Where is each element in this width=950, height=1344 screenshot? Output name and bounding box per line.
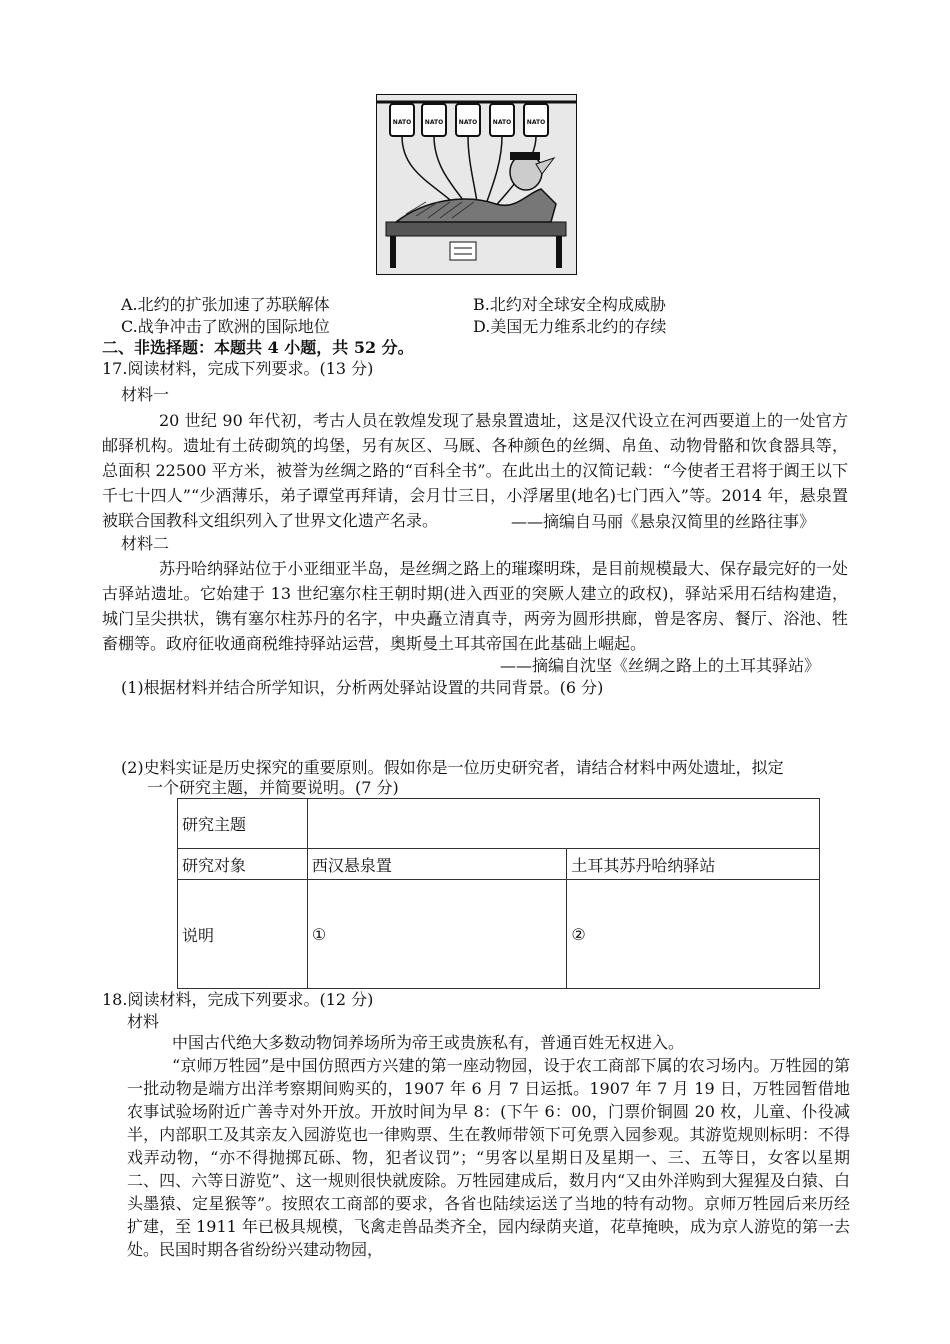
- material2-source: ——摘编自沈坚《丝绸之路上的土耳其驿站》: [500, 656, 821, 675]
- material1-source: ——摘编自马丽《悬泉汉简里的丝路往事》: [511, 512, 816, 531]
- q17-question1: (1)根据材料并结合所学知识，分析两处驿站设置的共同背景。(6 分): [121, 678, 604, 697]
- table-cell: 土耳其苏丹哈纳驿站: [567, 849, 820, 880]
- q17-question2-line1: (2)史料实证是历史探究的重要原则。假如你是一位历史研究者，请结合材料中两处遗址，拟定: [121, 758, 784, 777]
- option-c: C.战争冲击了欧洲的国际地位: [121, 317, 330, 336]
- material2-label: 材料二: [121, 534, 170, 553]
- option-a: A.北约的扩张加速了苏联解体: [121, 295, 330, 314]
- research-topic-cell[interactable]: [307, 799, 819, 849]
- iv-bag-label: NATO: [526, 119, 546, 126]
- iv-bag-label: NATO: [392, 119, 412, 126]
- table-cell: 西汉悬泉置: [307, 849, 567, 880]
- option-b: B.北约对全球安全构成威胁: [473, 295, 666, 314]
- nato-cartoon-image: [376, 94, 577, 275]
- section-title: 二、非选择题：本题共 4 小题，共 52 分。: [102, 338, 414, 357]
- option-d: D.美国无力维系北约的存续: [473, 317, 667, 336]
- iv-bag-label: NATO: [424, 119, 444, 126]
- material1-text: 20 世纪 90 年代初，考古人员在敦煌发现了悬泉置遗址，这是汉代设立在河西要道上的一处官方邮驿机构。遗址有土砖砌筑的坞堡，另有灰区、马厩、各种颜色的丝绸、帛鱼、动物骨骼和饮食器具等，总面积 22500 平方米，被誉为丝绸之路的“百科全书”。在此出土的汉简记载：“今使者王君将于阗王以下千七十四人”“少酒薄乐，弟子谭堂再拜请，会月廿三日，小浮屠里(地名)七门西入”等。2014 年，悬泉置被联合国教科文组织列入了世界文化遗产名录。: [102, 411, 848, 530]
- q18-para1: 中国古代绝大多数动物饲养场所为帝王或贵族私有，普通百姓无权进入。: [172, 1033, 685, 1052]
- material1-label: 材料一: [121, 385, 170, 404]
- iv-bag-label: NATO: [458, 119, 478, 126]
- explanation-cell-2[interactable]: ②: [567, 880, 820, 989]
- q18-para2: “京师万牲园”是中国仿照西方兴建的第一座动物园，设于农工商部下属的农习场内。万牲园的第一批动物是端方出洋考察期间购买的，1907 年 6 月 7 日运抵。1907 年 7 月 19 日，万牲园暂借地农事试验场附近广善寺对外开放。开放时间为早 8：(下午 6：00，门票价铜圆 20 枚，儿童、仆役减半，内部职工及其亲友入园游览也一律购票、生在教师带领下可免票入园参观。其游览规则标明：不得戏弄动物，“亦不得抛掷瓦砾、物，犯者议罚”；“男客以星期日及星期一、三、五等日，女客以星期二、四、六等日游览”、这一规则很快就废除。万牲园建成后，数月内“又由外洋购到大猩猩及白猿、白头墨猿、定星猴等”。按照农工商部的要求，各省也陆续运送了当地的特有动物。京师万牲园后来历经扩建，至 1911 年已极具规模，飞禽走兽品类齐全，园内绿荫夹道，花草掩映，成为京人游览的第一去处。民国时期各省纷纷兴建动物园，: [127, 1056, 850, 1259]
- material2-text: 苏丹哈纳驿站位于小亚细亚半岛，是丝绸之路上的璀璨明珠，是目前规模最大、保存最完好的一处古驿站遗址。它始建于 13 世纪塞尔柱王朝时期(进入西亚的突厥人建立的政权)，驿站采用石结构建造，城门呈尖拱状，镌有塞尔柱苏丹的名字，中央矗立清真寺，两旁为圆形拱廊，曾是客房、餐厅、浴池、牲畜棚等。政府征收通商税维持驿站运营，奥斯曼土耳其帝国在此基础上崛起。: [102, 559, 848, 653]
- q18-material-label: 材料: [127, 1012, 160, 1031]
- table-cell-label: 研究主题: [178, 799, 308, 849]
- q17-heading: 17.阅读材料，完成下列要求。(13 分): [102, 359, 374, 378]
- table-cell-label: 说明: [178, 880, 308, 989]
- research-table: [177, 798, 820, 989]
- q17-question2-line2: 一个研究主题，并简要说明。(7 分): [147, 778, 399, 797]
- explanation-cell-1[interactable]: ①: [307, 880, 567, 989]
- table-cell-label: 研究对象: [178, 849, 308, 880]
- iv-bag-label: NATO: [492, 119, 512, 126]
- q18-heading: 18.阅读材料，完成下列要求。(12 分): [102, 990, 374, 1009]
